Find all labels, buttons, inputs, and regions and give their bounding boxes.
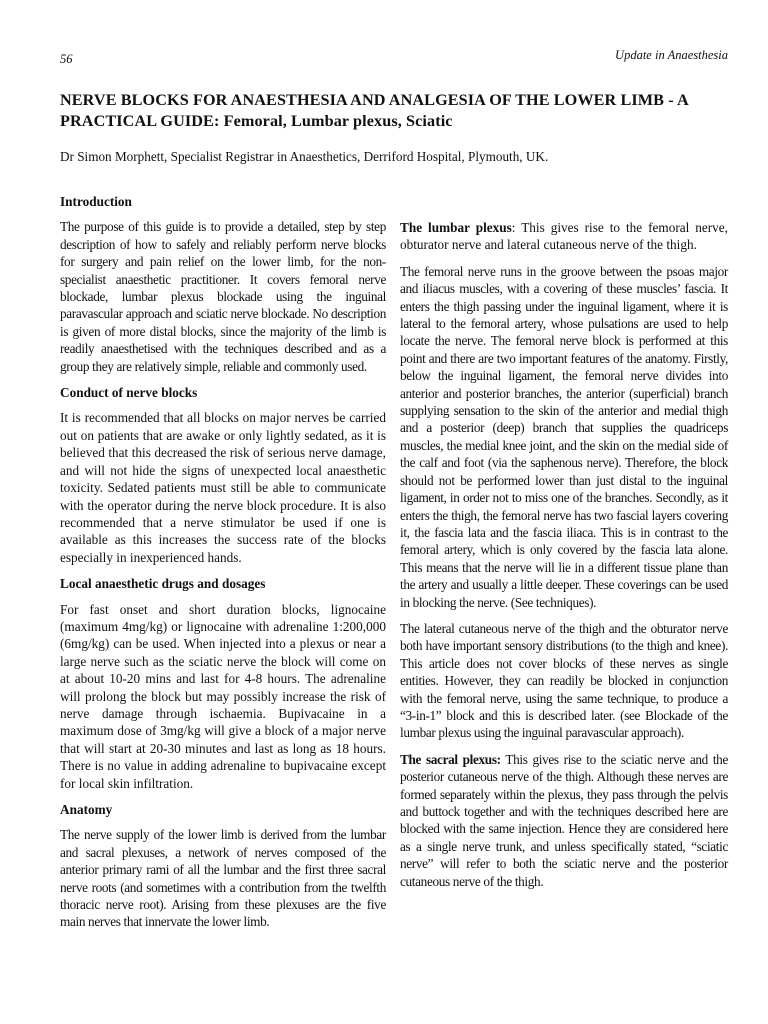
sacral-plexus-text: This gives rise to the sciatic nerve and the posterior cutaneous nerve of the thigh. Although these nerves are formed separately within the plexus, they pass through the pelvis and buttock together and with the techniques described here are blocked with the same injection. Hence they are considered here as a single nerve trunk, and unless specifically stated, “sciatic nerve” will refer to both the sciatic nerve and the posterior cutaneous nerve of the thigh.	[400, 751, 728, 889]
page-number: 56	[60, 52, 73, 66]
author-affiliation: Dr Simon Morphett, Specialist Registrar in Anaesthetics, Derriford Hospital, Plymouth, UK.	[60, 149, 549, 164]
femoral-nerve-paragraph: The femoral nerve runs in the groove between the psoas major and iliacus muscles, with a covering of these muscles’ fascia. It enters the thigh passing under the inguinal ligament, where it is lateral to the femoral artery, whose pulsations are used to help locate the nerve. The femoral nerve block is performed at this point and there are two important features of the anatomy. Firstly, below the inguinal ligament, the femoral nerve divides into anterior and posterior branches, the anterior (superficial) branch supplying sensation to the skin of the anterior and medial thigh and a posterior (deep) branch that supplies the quadriceps muscles, the medial knee joint, and the skin on the medial side of the calf and foot (via the saphenous nerve). Therefore, the block should not be performed lower than just distal to the inguinal ligament, in order not to miss one of the branches. Secondly, as it enters the thigh, the femoral nerve has two fascial layers covering it, the fascia lata and the fascia iliaca. This is in contrast to the femoral artery, which is only covered by the fascia lata alone. This means that the nerve will lie in a different tissue plane than the artery and usually a little deeper. These coverings can be used in blocking the nerve. (See techniques).	[400, 263, 728, 610]
drugs-heading: Local anaesthetic drugs and dosages	[60, 576, 266, 592]
conduct-paragraph: It is recommended that all blocks on major nerves be carried out on patients that are awake or only lightly sedated, as it is believed that this decreased the risk of serious nerve damage, and will not hide the signs of unexpected local anaesthetic toxicity. Sedated patients must still be able to communicate with the operator during the nerve block procedure. It is also recommended that a nerve stimulator be used if one is available as this increases the success rate of the blocks especially in inexperienced hands.	[60, 410, 386, 565]
article-title	[60, 90, 728, 132]
conduct-heading: Conduct of nerve blocks	[60, 385, 198, 401]
running-head: Update in Anaesthesia	[615, 48, 728, 62]
drugs-paragraph: For fast onset and short duration blocks, lignocaine (maximum 4mg/kg) or lignocaine with adrenaline 1:200,000 (6mg/kg) can be used. When injected into a plexus or near a large nerve such as the sciatic nerve the block will come on at about 10-20 mins and last for 4-8 hours. The adrenaline will prolong the block but may possibly increase the risk of nerve damage through ischaemia. Bupivacaine in a maximum dose of 3mg/kg will give a block of a major nerve that will start at 20-30 minutes and last as long as 18 hours. There is no value in adding adrenaline to bupivacaine except for local skin infiltration.	[60, 601, 386, 791]
right-column	[400, 219, 728, 899]
title-main: NERVE BLOCKS FOR ANAESTHESIA AND ANALGESIA OF THE LOWER LIMB - A PRACTICAL GUIDE:	[60, 91, 688, 130]
introduction-paragraph: The purpose of this guide is to provide a detailed, step by step description of how to safely and reliably perform nerve blocks for surgery and pain relief on the lower limb, for the non-specialist anaesthetic practitioner. It covers femoral nerve blockade, lumbar plexus blockade using the inguinal paravascular approach and sciatic nerve blockade. No description is given of more distal blocks, since the majority of the limb is readily anaesthetised with the techniques described and as a group they are relatively simple, reliable and commonly used.	[60, 219, 386, 374]
sacral-plexus-lead: The sacral plexus:	[400, 751, 501, 767]
introduction-heading: Introduction	[60, 194, 132, 209]
left-column	[60, 193, 386, 940]
lumbar-plexus-text: : This gives rise to the femoral nerve, obturator nerve and lateral cutaneous nerve of the thigh.	[400, 220, 728, 253]
anatomy-paragraph: The nerve supply of the lower limb is derived from the lumbar and sacral plexuses, a network of nerves composed of the anterior primary rami of all the lumbar and the first three sacral nerve roots (and sometimes with a contribution from the twelfth thoracic nerve root). Arising from these plexuses are the five main nerves that innervate the lower limb.	[60, 827, 386, 930]
lateral-cutaneous-paragraph: The lateral cutaneous nerve of the thigh and the obturator nerve both have important sensory distributions (to the thigh and knee). This article does not cover blocks of these nerves as single entities. However, they can readily be blocked in conjunction with the femoral nerve, using the same technique, to produce a “3-in-1” block and this is described later. (see Blockade of the lumbar plexus using the inguinal paravascular approach).	[400, 620, 728, 741]
title-subtitle: Femoral, Lumbar plexus, Sciatic	[223, 112, 453, 130]
anatomy-heading: Anatomy	[60, 802, 113, 817]
lumbar-plexus-lead: The lumbar plexus	[400, 220, 512, 235]
lumbar-plexus-paragraph	[400, 219, 728, 254]
sacral-plexus-paragraph	[400, 751, 728, 890]
